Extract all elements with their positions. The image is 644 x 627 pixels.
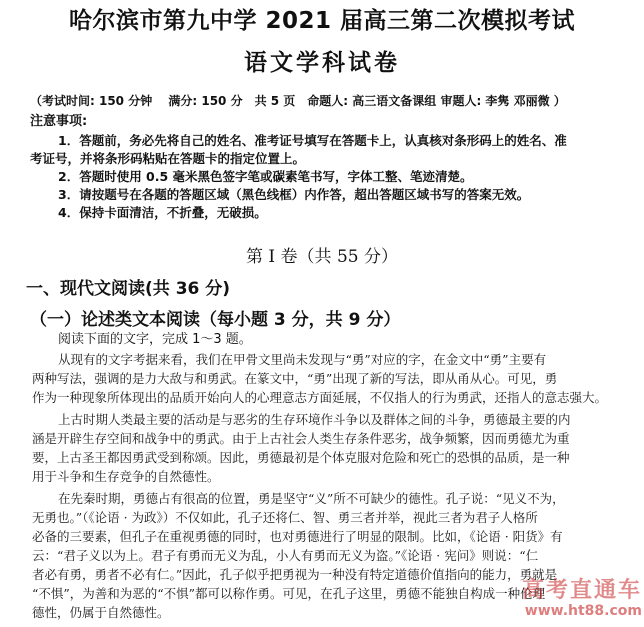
passage-line: 涵是开辟生存空间和战争中的勇武。由于上古社会人类生存条件恶劣，战争频繁，因而勇德尤为重 bbox=[32, 431, 570, 446]
passage-line: 上古时期人类最主要的活动是与恶劣的生存环境作斗争以及群体之间的斗争，勇德最主要的内 bbox=[58, 412, 571, 427]
passage-line: “不惧”，为善和为恶的“不惧”都可以称作勇。可见，在孔子这里，勇德不能独自构成一种伦理 bbox=[32, 586, 546, 601]
watermark-text: 高考直通车 bbox=[521, 578, 642, 603]
passage-line: 在先秦时期，勇德占有很高的位置，勇是坚守“义”所不可缺少的德性。孔子说：“见义不为， bbox=[58, 491, 565, 506]
passage-line: 云：“君子义以为上。君子有勇而无义为乱，小人有勇而无义为盗。”《论语 · 宪问》则说：“仁 bbox=[32, 548, 539, 563]
passage-line: 德性，仍属于自然德性。 bbox=[32, 605, 170, 620]
exam-subject-title: 语文学科试卷 bbox=[244, 50, 400, 76]
passage-line: 要，上古圣王都因勇武受到称颂。因此，勇德最初是个体克服对危险和死亡的恐惧的品质，是一种 bbox=[32, 450, 570, 465]
notice-item-2: 2．答题时使用 0.5 毫米黑色签字笔或碳素笔书写，字体工整、笔迹清楚。 bbox=[58, 169, 473, 184]
watermark-url: www.ht88.com bbox=[524, 603, 642, 619]
volume-title: 第 I 卷（共 55 分） bbox=[246, 247, 398, 267]
passage-line: 必备的三要素，但孔子在重视勇德的同时，也对勇德进行了明显的限制。比如，《论语 · 阳货》有 bbox=[32, 529, 563, 544]
notice-heading: 注意事项: bbox=[30, 114, 88, 129]
passage-line: 用于斗争和生存竞争的自然德性。 bbox=[32, 469, 220, 484]
passage-line: 作为一种现象所体现出的品质开始向人的心理意志方面延展，不仅指人的行为勇武，还指人的意志强大。 bbox=[32, 390, 608, 405]
reading-instruction: 阅读下面的文字，完成 1～3 题。 bbox=[58, 332, 252, 347]
passage-line: 从现有的文字考据来看，我们在甲骨文里尚未发现与“勇”对应的字，在金文中“勇”主要有 bbox=[58, 352, 547, 367]
section-title-modern-reading: 一、现代文阅读(共 36 分) bbox=[26, 279, 231, 299]
notice-item-3: 3．请按题号在各题的答题区域（黑色线框）内作答，超出答题区域书写的答案无效。 bbox=[58, 187, 530, 202]
notice-item-1-continued: 考证号，并将条形码粘贴在答题卡的指定位置上。 bbox=[30, 151, 306, 166]
exam-info-line: （考试时间: 150 分钟 满分: 150 分 共 5 页 命题人: 高三语文备课组 审题人: 李隽 邓丽微 ） bbox=[30, 94, 566, 108]
notice-item-4: 4．保持卡面清洁，不折叠，无破损。 bbox=[58, 205, 267, 220]
exam-main-title: 哈尔滨市第九中学 2021 届高三第二次模拟考试 bbox=[68, 8, 576, 34]
passage-line: 无勇也。”（《论语 · 为政》）不仅如此，孔子还将仁、智、勇三者并举，视此三者为君子人格所 bbox=[32, 510, 538, 525]
subsection-title-argumentative: （一）论述类文本阅读（每小题 3 分，共 9 分） bbox=[30, 310, 401, 330]
notice-item-1: 1．答题前，务必先将自己的姓名、准考证号填写在答题卡上，认真核对条形码上的姓名、准 bbox=[58, 133, 567, 148]
passage-line: 者必有勇，勇者不必有仁。”因此，孔子似乎把勇视为一种没有特定道德价值指向的能力，勇就是 bbox=[32, 567, 558, 582]
passage-line: 两种写法，强调的是力大敌与和勇武。在篆文中，“勇”出现了新的写法，即从甬从心。可见，勇 bbox=[32, 371, 558, 386]
